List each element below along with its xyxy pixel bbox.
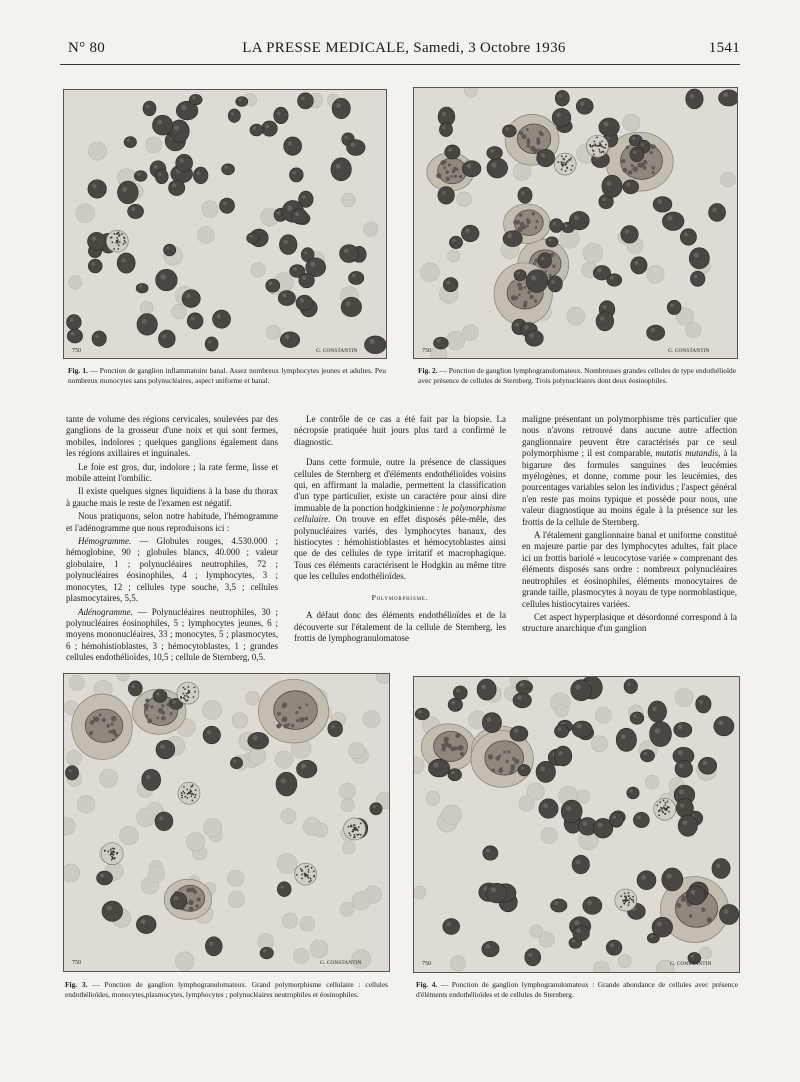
adenogramme-text: — Polynucléaires neutrophiles, 30 ; polynucléaires éosinophiles, 5 ; lymphocytes jeunes, 6 ; moyens mononucléaires, 33 ; monocytes, 5 ; plasmocytes, 6 ; hémohistioblastes, 3 ; hémocytoblastes, 1 ; grandes cellules endothélioïdes, 10,5 ; cellule de Sternberg, 0,5. bbox=[66, 606, 278, 663]
figure-4-signature: G. CONSTANTIN bbox=[670, 961, 712, 967]
col3-emphasis: mutatis mutandis bbox=[655, 448, 719, 459]
col2-para-2: Dans cette formule, outre la présence de classiques cellules de Sternberg et d'éléments endothélioïdes voisins qui, en affirmant la maladie, permettent la classification d'un type particulier, existe un caractère pour ainsi dire immuable de la ponction hodgkinienne : le polymorphisme cellulaire. On trouve en effet disposés pêle-mêle, des polynucléaires variés, des lymphocytes banaux, des histiocytes : hémohistioblastes et hémocytoblastes ainsi que de des cellules de type irritatif et macrophagique. Tous ces éléments caractérisent le Hodgkin au même titre que les cellules endothélioïdes. bbox=[294, 457, 506, 582]
col3-para-2: A l'étalement ganglionnaire banal et uniforme constitué en majeure partie par des lymphocytes adultes, fait place ici un frottis bariolé « leucocytose variée » comprenant des éléments disposés sans ordre : nombreux polynucléaires neutrophiles et éosinophiles, éléments monocytaires de grande taille, plasmocytes à noyau de type normoblastique, cellules histiocytaires variées. bbox=[522, 530, 737, 609]
figure-3-signature: G. CONSTANTIN bbox=[320, 960, 362, 966]
article-column-2 bbox=[294, 414, 506, 646]
figure-1-signature: G. CONSTANTIN bbox=[316, 348, 358, 354]
figure-3-caption-text: — Ponction de ganglion lymphogranulomateux. Grand polymorphisme cellulaire : cellules endothélioïdes, monocytes,plasmocytes, lymphocytes ; polynucléaires neutrophiles et éosinophiles. bbox=[65, 980, 388, 999]
figure-1-scale: 750 bbox=[72, 348, 81, 354]
journal-title: LA PRESSE MEDICALE, Samedi, 3 Octobre 1936 bbox=[242, 40, 566, 56]
col1-para-1: tante de volume des régions cervicales, soulevées par des ganglions de la grosseur d'une noix et qui sont fermes, mobiles, indolores ; quelques ganglions également dans les régions axillaires et inguinales. bbox=[66, 414, 278, 459]
figure-3-label: Fig. 3. bbox=[65, 980, 88, 989]
col1-para-3: Il existe quelques signes liquidiens à la base du thorax à gauche mais le reste de l'examen est négatif. bbox=[66, 486, 278, 508]
figure-2-micrograph bbox=[413, 87, 738, 359]
article-column-1 bbox=[66, 414, 278, 666]
col1-para-2: Le foie est gros, dur, indolore ; la rate ferme, lisse et mobile atteint l'ombilic. bbox=[66, 461, 278, 484]
figure-3-drawing bbox=[64, 674, 389, 971]
col2-para-3: A défaut donc des éléments endothélioïdes et de la découverte sur l'étalement de la cellule de Sternberg, les frottis de lymphogranulomatose bbox=[294, 610, 506, 643]
figure-3-micrograph bbox=[63, 673, 390, 972]
col1-adenogramme bbox=[66, 607, 278, 664]
issue-number: N° 80 bbox=[68, 40, 106, 56]
hemogramme-text: — Globules rouges, 4.530.000 ; hémoglobine, 90 ; globules blancs, 40.000 ; valeur globulaire, 1 ; polynucléaires neutrophiles, 72 ; polynucléaires éosinophiles, 4 ; lymphocytes, 3 ; monocytes, 12 ; cellules type souche, 3,5 ; cellules plasmocytaires, 5,5. bbox=[66, 536, 278, 604]
figure-1-label: Fig. 1. bbox=[68, 366, 88, 375]
page-header bbox=[68, 40, 740, 62]
figure-4-label: Fig. 4. bbox=[416, 980, 438, 989]
figure-4-caption-text: — Ponction de ganglion lymphogranulomateux : Grande abondance de cellules avec présence d'éléments endothélioïdes et de cellules de Sternberg. bbox=[416, 980, 738, 999]
col3-para-3: Cet aspect hyperplasique et désordonné correspond à la structure anarchique d'un ganglion bbox=[522, 611, 737, 634]
col1-hemogramme bbox=[66, 536, 278, 604]
figure-2-caption-text: — Ponction de ganglion lymphogranulomateux. Nombreuses grandes cellules de type endothélioïde avec présence de cellules de Sternberg. Trois polynucléaires dont deux éosinophiles. bbox=[418, 366, 736, 385]
header-rule bbox=[60, 64, 740, 65]
col3-para-1: maligne présentant un polymorphisme très particulier que nous n'avons retrouvé dans aucune autre affection ganglionnaire peuvent être caractérisés par ce seul polymorphisme ; il est comparable, mutatis mutandis, à la bigarure des formules sanguines des leucémies myélogènes, et donne, comme pour les leucémies, des pourcentages variables selon les individus ; l'aspect général n'en reste pas moins typique et possède pour nous, une valeur diagnostique au moins égale à la présence sur les frottis de la cellule de Sternberg. bbox=[522, 414, 737, 527]
figure-4-drawing bbox=[414, 677, 739, 972]
figure-2-label: Fig. 2. bbox=[418, 366, 438, 375]
adenogramme-label: Adénogramme. bbox=[78, 606, 133, 617]
figure-2-drawing bbox=[414, 88, 737, 358]
figure-1-drawing bbox=[64, 90, 386, 358]
figure-4-caption bbox=[416, 980, 738, 999]
figure-1-caption-text: — Ponction de ganglion inflammatoire banal. Assez nombreux lymphocytes jeunes et adultes. Peu nombreux monocytes sans polynucléaires, aspect uniforme et banal. bbox=[68, 366, 386, 385]
figure-2-scale: 750 bbox=[422, 348, 431, 354]
col2-emphasis: le polymorphisme cellulaire bbox=[294, 502, 506, 525]
figure-3-scale: 750 bbox=[72, 960, 81, 966]
figure-4-micrograph bbox=[413, 676, 740, 973]
figure-1-micrograph bbox=[63, 89, 387, 359]
figure-1-caption bbox=[68, 366, 386, 385]
figure-4-scale: 750 bbox=[422, 961, 431, 967]
figure-2-signature: G. CONSTANTIN bbox=[668, 348, 710, 354]
hemogramme-label: Hémogramme. bbox=[78, 536, 132, 547]
section-heading: Polymorphisme. bbox=[371, 592, 429, 602]
article-column-3 bbox=[522, 414, 737, 637]
figure-2-caption bbox=[418, 366, 736, 385]
col2-para-1: Le contrôle de ce cas a été fait par la biopsie. La nécropsie pratiquée huit jours plus tard a confirmé le diagnostic. bbox=[294, 414, 506, 447]
figure-3-caption bbox=[65, 980, 388, 999]
col1-para-4: Nous pratiquons, selon notre habitude, l'hémogramme et l'adénogramme que nous reproduisons ici : bbox=[66, 511, 278, 533]
page-number: 1541 bbox=[708, 40, 740, 56]
